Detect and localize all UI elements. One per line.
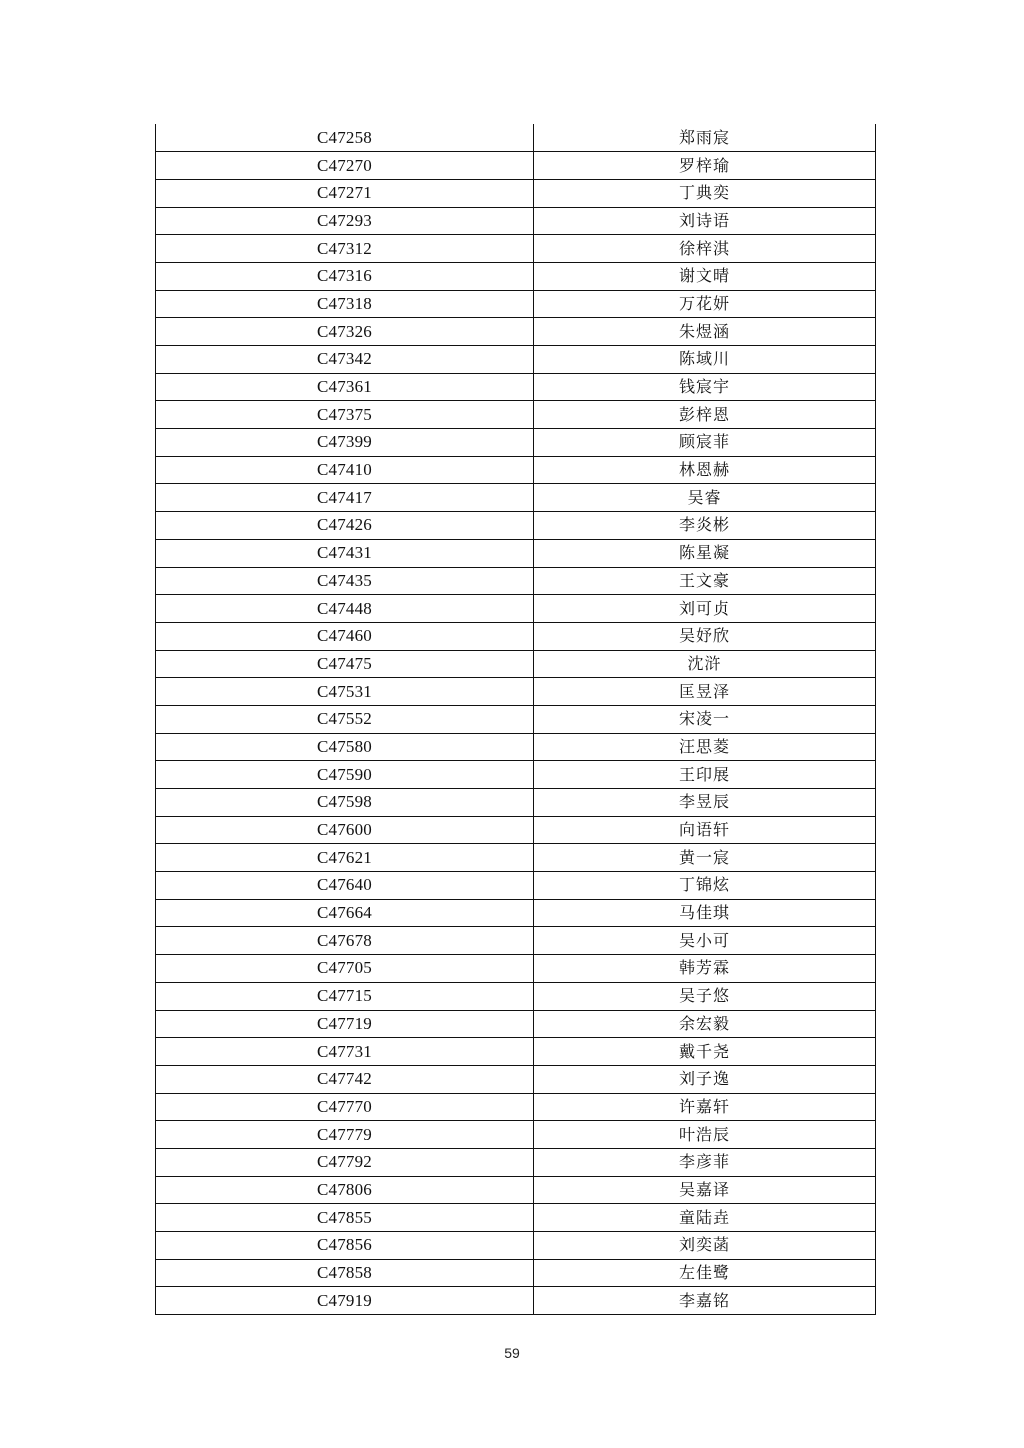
student-name-cell: 顾宸菲 (534, 429, 876, 457)
table-row (156, 262, 876, 290)
student-code-cell: C47580 (156, 733, 534, 761)
table-row (156, 789, 876, 817)
table-row (156, 179, 876, 207)
student-code-cell: C47293 (156, 207, 534, 235)
table-row (156, 816, 876, 844)
student-name-cell: 朱煜涵 (534, 318, 876, 346)
student-name-cell: 黄一宸 (534, 844, 876, 872)
student-name-cell: 李嘉铭 (534, 1287, 876, 1315)
student-name-cell: 李彦菲 (534, 1148, 876, 1176)
student-name-cell: 钱宸宇 (534, 373, 876, 401)
table-row (156, 429, 876, 457)
table-row (156, 1232, 876, 1260)
student-code-cell: C47531 (156, 678, 534, 706)
student-name-cell: 吴妤欣 (534, 622, 876, 650)
student-name-cell: 罗梓瑜 (534, 152, 876, 180)
student-name-cell: 叶浩辰 (534, 1121, 876, 1149)
student-name-cell: 韩芳霖 (534, 955, 876, 983)
table-row (156, 927, 876, 955)
student-name-cell: 万花妍 (534, 290, 876, 318)
student-code-cell: C47375 (156, 401, 534, 429)
student-name-cell: 徐梓淇 (534, 235, 876, 263)
table-row (156, 1121, 876, 1149)
student-code-cell: C47742 (156, 1065, 534, 1093)
table-row (156, 1148, 876, 1176)
student-code-cell: C47621 (156, 844, 534, 872)
table-row (156, 124, 876, 152)
student-code-cell: C47475 (156, 650, 534, 678)
student-name-cell: 刘奕菡 (534, 1232, 876, 1260)
table-row (156, 1176, 876, 1204)
table-row (156, 290, 876, 318)
student-name-cell: 刘可贞 (534, 595, 876, 623)
table-row (156, 1259, 876, 1287)
student-name-cell: 汪思菱 (534, 733, 876, 761)
table-row (156, 318, 876, 346)
table-row (156, 872, 876, 900)
table-row (156, 733, 876, 761)
student-code-cell: C47792 (156, 1148, 534, 1176)
student-code-cell: C47326 (156, 318, 534, 346)
student-code-cell: C47600 (156, 816, 534, 844)
student-name-cell: 宋凌一 (534, 705, 876, 733)
student-code-cell: C47678 (156, 927, 534, 955)
student-name-cell: 吴小可 (534, 927, 876, 955)
table-row (156, 1287, 876, 1315)
student-name-cell: 陈域川 (534, 346, 876, 374)
table-row (156, 622, 876, 650)
student-code-cell: C47664 (156, 899, 534, 927)
student-code-cell: C47270 (156, 152, 534, 180)
student-name-cell: 沈浒 (534, 650, 876, 678)
roster-table-body (156, 124, 876, 1315)
student-name-cell: 吴睿 (534, 484, 876, 512)
student-name-cell: 匡昱泽 (534, 678, 876, 706)
student-code-cell: C47855 (156, 1204, 534, 1232)
student-name-cell: 马佳琪 (534, 899, 876, 927)
table-row (156, 456, 876, 484)
student-name-cell: 丁锦炫 (534, 872, 876, 900)
table-row (156, 1010, 876, 1038)
table-row (156, 1038, 876, 1066)
student-code-cell: C47719 (156, 1010, 534, 1038)
student-code-cell: C47779 (156, 1121, 534, 1149)
table-row (156, 484, 876, 512)
student-name-cell: 刘诗语 (534, 207, 876, 235)
student-code-cell: C47552 (156, 705, 534, 733)
student-code-cell: C47856 (156, 1232, 534, 1260)
student-name-cell: 李昱辰 (534, 789, 876, 817)
student-name-cell: 谢文晴 (534, 262, 876, 290)
student-code-cell: C47435 (156, 567, 534, 595)
table-row (156, 678, 876, 706)
student-name-cell: 郑雨宸 (534, 124, 876, 152)
student-name-cell: 王文豪 (534, 567, 876, 595)
table-row (156, 567, 876, 595)
student-code-cell: C47361 (156, 373, 534, 401)
student-code-cell: C47417 (156, 484, 534, 512)
student-code-cell: C47731 (156, 1038, 534, 1066)
student-name-cell: 陈星凝 (534, 539, 876, 567)
student-code-cell: C47448 (156, 595, 534, 623)
student-code-cell: C47342 (156, 346, 534, 374)
student-code-cell: C47598 (156, 789, 534, 817)
student-code-cell: C47806 (156, 1176, 534, 1204)
student-code-cell: C47399 (156, 429, 534, 457)
student-name-cell: 丁典奕 (534, 179, 876, 207)
student-code-cell: C47715 (156, 982, 534, 1010)
table-row (156, 844, 876, 872)
student-name-cell: 彭梓恩 (534, 401, 876, 429)
table-row (156, 650, 876, 678)
student-name-cell: 刘子逸 (534, 1065, 876, 1093)
student-name-cell: 左佳鹭 (534, 1259, 876, 1287)
student-code-cell: C47271 (156, 179, 534, 207)
roster-table (155, 124, 876, 1315)
table-row (156, 235, 876, 263)
student-code-cell: C47460 (156, 622, 534, 650)
table-row (156, 346, 876, 374)
student-code-cell: C47410 (156, 456, 534, 484)
student-code-cell: C47705 (156, 955, 534, 983)
student-code-cell: C47318 (156, 290, 534, 318)
table-row (156, 595, 876, 623)
student-code-cell: C47316 (156, 262, 534, 290)
table-row (156, 401, 876, 429)
student-code-cell: C47640 (156, 872, 534, 900)
student-name-cell: 林恩赫 (534, 456, 876, 484)
table-row (156, 1093, 876, 1121)
student-code-cell: C47426 (156, 512, 534, 540)
student-name-cell: 许嘉轩 (534, 1093, 876, 1121)
table-row (156, 982, 876, 1010)
student-name-cell: 吴嘉译 (534, 1176, 876, 1204)
table-row (156, 705, 876, 733)
student-code-cell: C47312 (156, 235, 534, 263)
student-name-cell: 余宏毅 (534, 1010, 876, 1038)
student-code-cell: C47770 (156, 1093, 534, 1121)
page-number: 59 (504, 1345, 520, 1361)
student-name-cell: 童陆垚 (534, 1204, 876, 1232)
student-name-cell: 李炎彬 (534, 512, 876, 540)
table-row (156, 152, 876, 180)
student-name-cell: 吴子悠 (534, 982, 876, 1010)
student-name-cell: 戴千尧 (534, 1038, 876, 1066)
table-row (156, 539, 876, 567)
table-row (156, 1204, 876, 1232)
table-row (156, 955, 876, 983)
table-row (156, 761, 876, 789)
table-row (156, 899, 876, 927)
student-code-cell: C47919 (156, 1287, 534, 1315)
student-name-cell: 向语轩 (534, 816, 876, 844)
table-row (156, 512, 876, 540)
student-code-cell: C47858 (156, 1259, 534, 1287)
student-name-cell: 王印展 (534, 761, 876, 789)
student-code-cell: C47431 (156, 539, 534, 567)
table-row (156, 207, 876, 235)
table-row (156, 373, 876, 401)
table-row (156, 1065, 876, 1093)
student-code-cell: C47258 (156, 124, 534, 152)
student-code-cell: C47590 (156, 761, 534, 789)
